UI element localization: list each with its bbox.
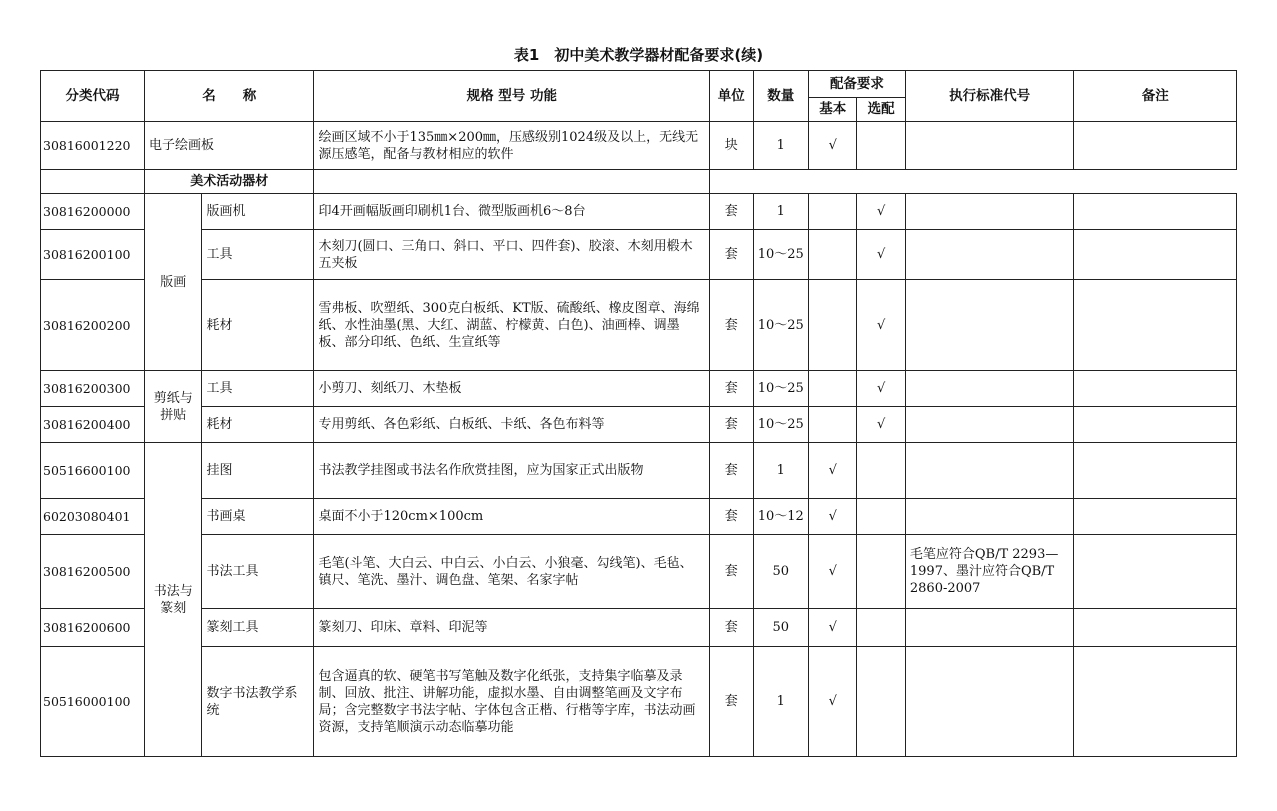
cell-note [1074, 535, 1237, 609]
cell-optional [857, 609, 905, 647]
cell-unit: 套 [710, 499, 753, 535]
cell-standard [905, 280, 1074, 371]
cell-spec: 绘画区域不小于135㎜×200㎜，压感级别1024级及以上，无线无源压感笔，配备与教材相应的软件 [314, 122, 710, 170]
header-spec: 规格 型号 功能 [314, 71, 710, 122]
cell-code: 30816200000 [41, 194, 145, 230]
cell-note [1074, 499, 1237, 535]
cell-note [1074, 280, 1237, 371]
cell-optional: √ [857, 407, 905, 443]
table-row [41, 371, 1237, 407]
header-basic: 基本 [809, 98, 857, 122]
cell-optional: √ [857, 194, 905, 230]
group-shufa: 书法与篆刻 [144, 443, 202, 757]
header-code: 分类代码 [41, 71, 145, 122]
cell-qty: 50 [753, 535, 809, 609]
cell-qty: 10～25 [753, 230, 809, 280]
cell-spec: 木刻刀(圆口、三角口、斜口、平口、四件套)、胶滚、木刻用椴木五夹板 [314, 230, 710, 280]
cell-name: 耗材 [202, 280, 314, 371]
cell-name: 耗材 [202, 407, 314, 443]
cell-spec: 毛笔(斗笔、大白云、中白云、小白云、小狼毫、勾线笔)、毛毡、镇尺、笔洗、墨汁、调色盘、笔架、名家字帖 [314, 535, 710, 609]
header-name: 名 称 [144, 71, 314, 122]
cell-code: 30816200100 [41, 230, 145, 280]
cell-qty: 10～25 [753, 280, 809, 371]
cell-unit: 套 [710, 280, 753, 371]
header-row [41, 71, 1237, 98]
cell-note [1074, 194, 1237, 230]
cell-note [1074, 647, 1237, 757]
cell-spec [314, 170, 710, 194]
cell-note [1074, 230, 1237, 280]
cell-code: 30816200600 [41, 609, 145, 647]
cell-spec: 小剪刀、刻纸刀、木垫板 [314, 371, 710, 407]
cell-unit: 套 [710, 407, 753, 443]
cell-name: 挂图 [202, 443, 314, 499]
table-row [41, 122, 1237, 170]
cell-basic [809, 230, 857, 280]
table-row [41, 443, 1237, 499]
category-empty [710, 170, 1237, 194]
cell-spec: 雪弗板、吹塑纸、300克白板纸、KT版、硫酸纸、橡皮图章、海绵纸、水性油墨(黑、大红、湖蓝、柠檬黄、白色)、油画棒、调墨板、部分印纸、色纸、生宣纸等 [314, 280, 710, 371]
table-row [41, 609, 1237, 647]
table-row [41, 407, 1237, 443]
cell-standard [905, 194, 1074, 230]
cell-unit: 套 [710, 647, 753, 757]
header-qty: 数量 [753, 71, 809, 122]
cell-basic [809, 280, 857, 371]
cell-name: 篆刻工具 [202, 609, 314, 647]
cell-name: 工具 [202, 371, 314, 407]
header-optional: 选配 [857, 98, 905, 122]
cell-standard [905, 647, 1074, 757]
cell-qty: 1 [753, 122, 809, 170]
cell-unit: 套 [710, 443, 753, 499]
cell-qty: 10～25 [753, 371, 809, 407]
cell-standard: 毛笔应符合QB/T 2293—1997、墨汁应符合QB/T 2860-2007 [905, 535, 1074, 609]
cell-unit: 套 [710, 609, 753, 647]
cell-basic [809, 371, 857, 407]
cell-code: 30816200300 [41, 371, 145, 407]
cell-basic [809, 194, 857, 230]
header-note: 备注 [1074, 71, 1237, 122]
equipment-table [40, 70, 1237, 757]
cell-basic: √ [809, 122, 857, 170]
cell-standard [905, 371, 1074, 407]
table-title: 表1 初中美术教学器材配备要求(续) [513, 46, 764, 64]
cell-note [1074, 407, 1237, 443]
cell-standard [905, 609, 1074, 647]
table-row [41, 194, 1237, 230]
cell-standard [905, 407, 1074, 443]
cell-code: 50516600100 [41, 443, 145, 499]
cell-code [41, 170, 145, 194]
cell-code: 30816200500 [41, 535, 145, 609]
cell-optional: √ [857, 280, 905, 371]
cell-note [1074, 371, 1237, 407]
cell-spec: 桌面不小于120cm×100cm [314, 499, 710, 535]
cell-unit: 块 [710, 122, 753, 170]
cell-name: 版画机 [202, 194, 314, 230]
cell-optional [857, 647, 905, 757]
cell-standard [905, 499, 1074, 535]
cell-unit: 套 [710, 194, 753, 230]
header-requirement: 配备要求 [809, 71, 906, 98]
group-jianzhi: 剪纸与拼贴 [144, 371, 202, 443]
cell-optional [857, 499, 905, 535]
cell-basic: √ [809, 499, 857, 535]
cell-basic: √ [809, 647, 857, 757]
cell-standard [905, 443, 1074, 499]
table-row [41, 280, 1237, 371]
cell-qty: 1 [753, 194, 809, 230]
header-standard: 执行标准代号 [905, 71, 1074, 122]
cell-spec: 书法教学挂图或书法名作欣赏挂图，应为国家正式出版物 [314, 443, 710, 499]
table-row [41, 499, 1237, 535]
cell-code: 50516000100 [41, 647, 145, 757]
cell-name: 数字书法教学系统 [202, 647, 314, 757]
cell-unit: 套 [710, 535, 753, 609]
cell-name: 书画桌 [202, 499, 314, 535]
cell-spec: 篆刻刀、印床、章料、印泥等 [314, 609, 710, 647]
cell-note [1074, 443, 1237, 499]
cell-spec: 包含逼真的软、硬笔书写笔触及数字化纸张，支持集字临摹及录制、回放、批注、讲解功能，虚拟水墨、自由调整笔画及文字布局；含完整数字书法字帖、字体包含正楷、行楷等字库，书法动画资源，支持笔顺演示动态临摹功能 [314, 647, 710, 757]
cell-qty: 1 [753, 443, 809, 499]
cell-optional: √ [857, 230, 905, 280]
cell-standard [905, 122, 1074, 170]
cell-name: 书法工具 [202, 535, 314, 609]
cell-optional [857, 443, 905, 499]
table-row [41, 230, 1237, 280]
cell-optional [857, 535, 905, 609]
cell-basic: √ [809, 609, 857, 647]
cell-qty: 10～25 [753, 407, 809, 443]
cell-note [1074, 609, 1237, 647]
cell-unit: 套 [710, 230, 753, 280]
cell-code: 30816001220 [41, 122, 145, 170]
group-banhua: 版画 [144, 194, 202, 371]
table-row [41, 535, 1237, 609]
cell-code: 30816200200 [41, 280, 145, 371]
cell-qty: 10～12 [753, 499, 809, 535]
header-unit: 单位 [710, 71, 753, 122]
cell-note [1074, 122, 1237, 170]
cell-standard [905, 230, 1074, 280]
cell-spec: 印4开画幅版画印刷机1台、微型版画机6～8台 [314, 194, 710, 230]
cell-optional [857, 122, 905, 170]
cell-unit: 套 [710, 371, 753, 407]
cell-basic: √ [809, 535, 857, 609]
cell-name: 电子绘画板 [144, 122, 314, 170]
cell-qty: 50 [753, 609, 809, 647]
table-row [41, 647, 1237, 757]
cell-spec: 专用剪纸、各色彩纸、白板纸、卡纸、各色布料等 [314, 407, 710, 443]
cell-optional: √ [857, 371, 905, 407]
cell-basic [809, 407, 857, 443]
category-label: 美术活动器材 [144, 170, 314, 194]
cell-qty: 1 [753, 647, 809, 757]
cell-code: 60203080401 [41, 499, 145, 535]
category-row [41, 170, 1237, 194]
cell-basic: √ [809, 443, 857, 499]
cell-name: 工具 [202, 230, 314, 280]
cell-code: 30816200400 [41, 407, 145, 443]
